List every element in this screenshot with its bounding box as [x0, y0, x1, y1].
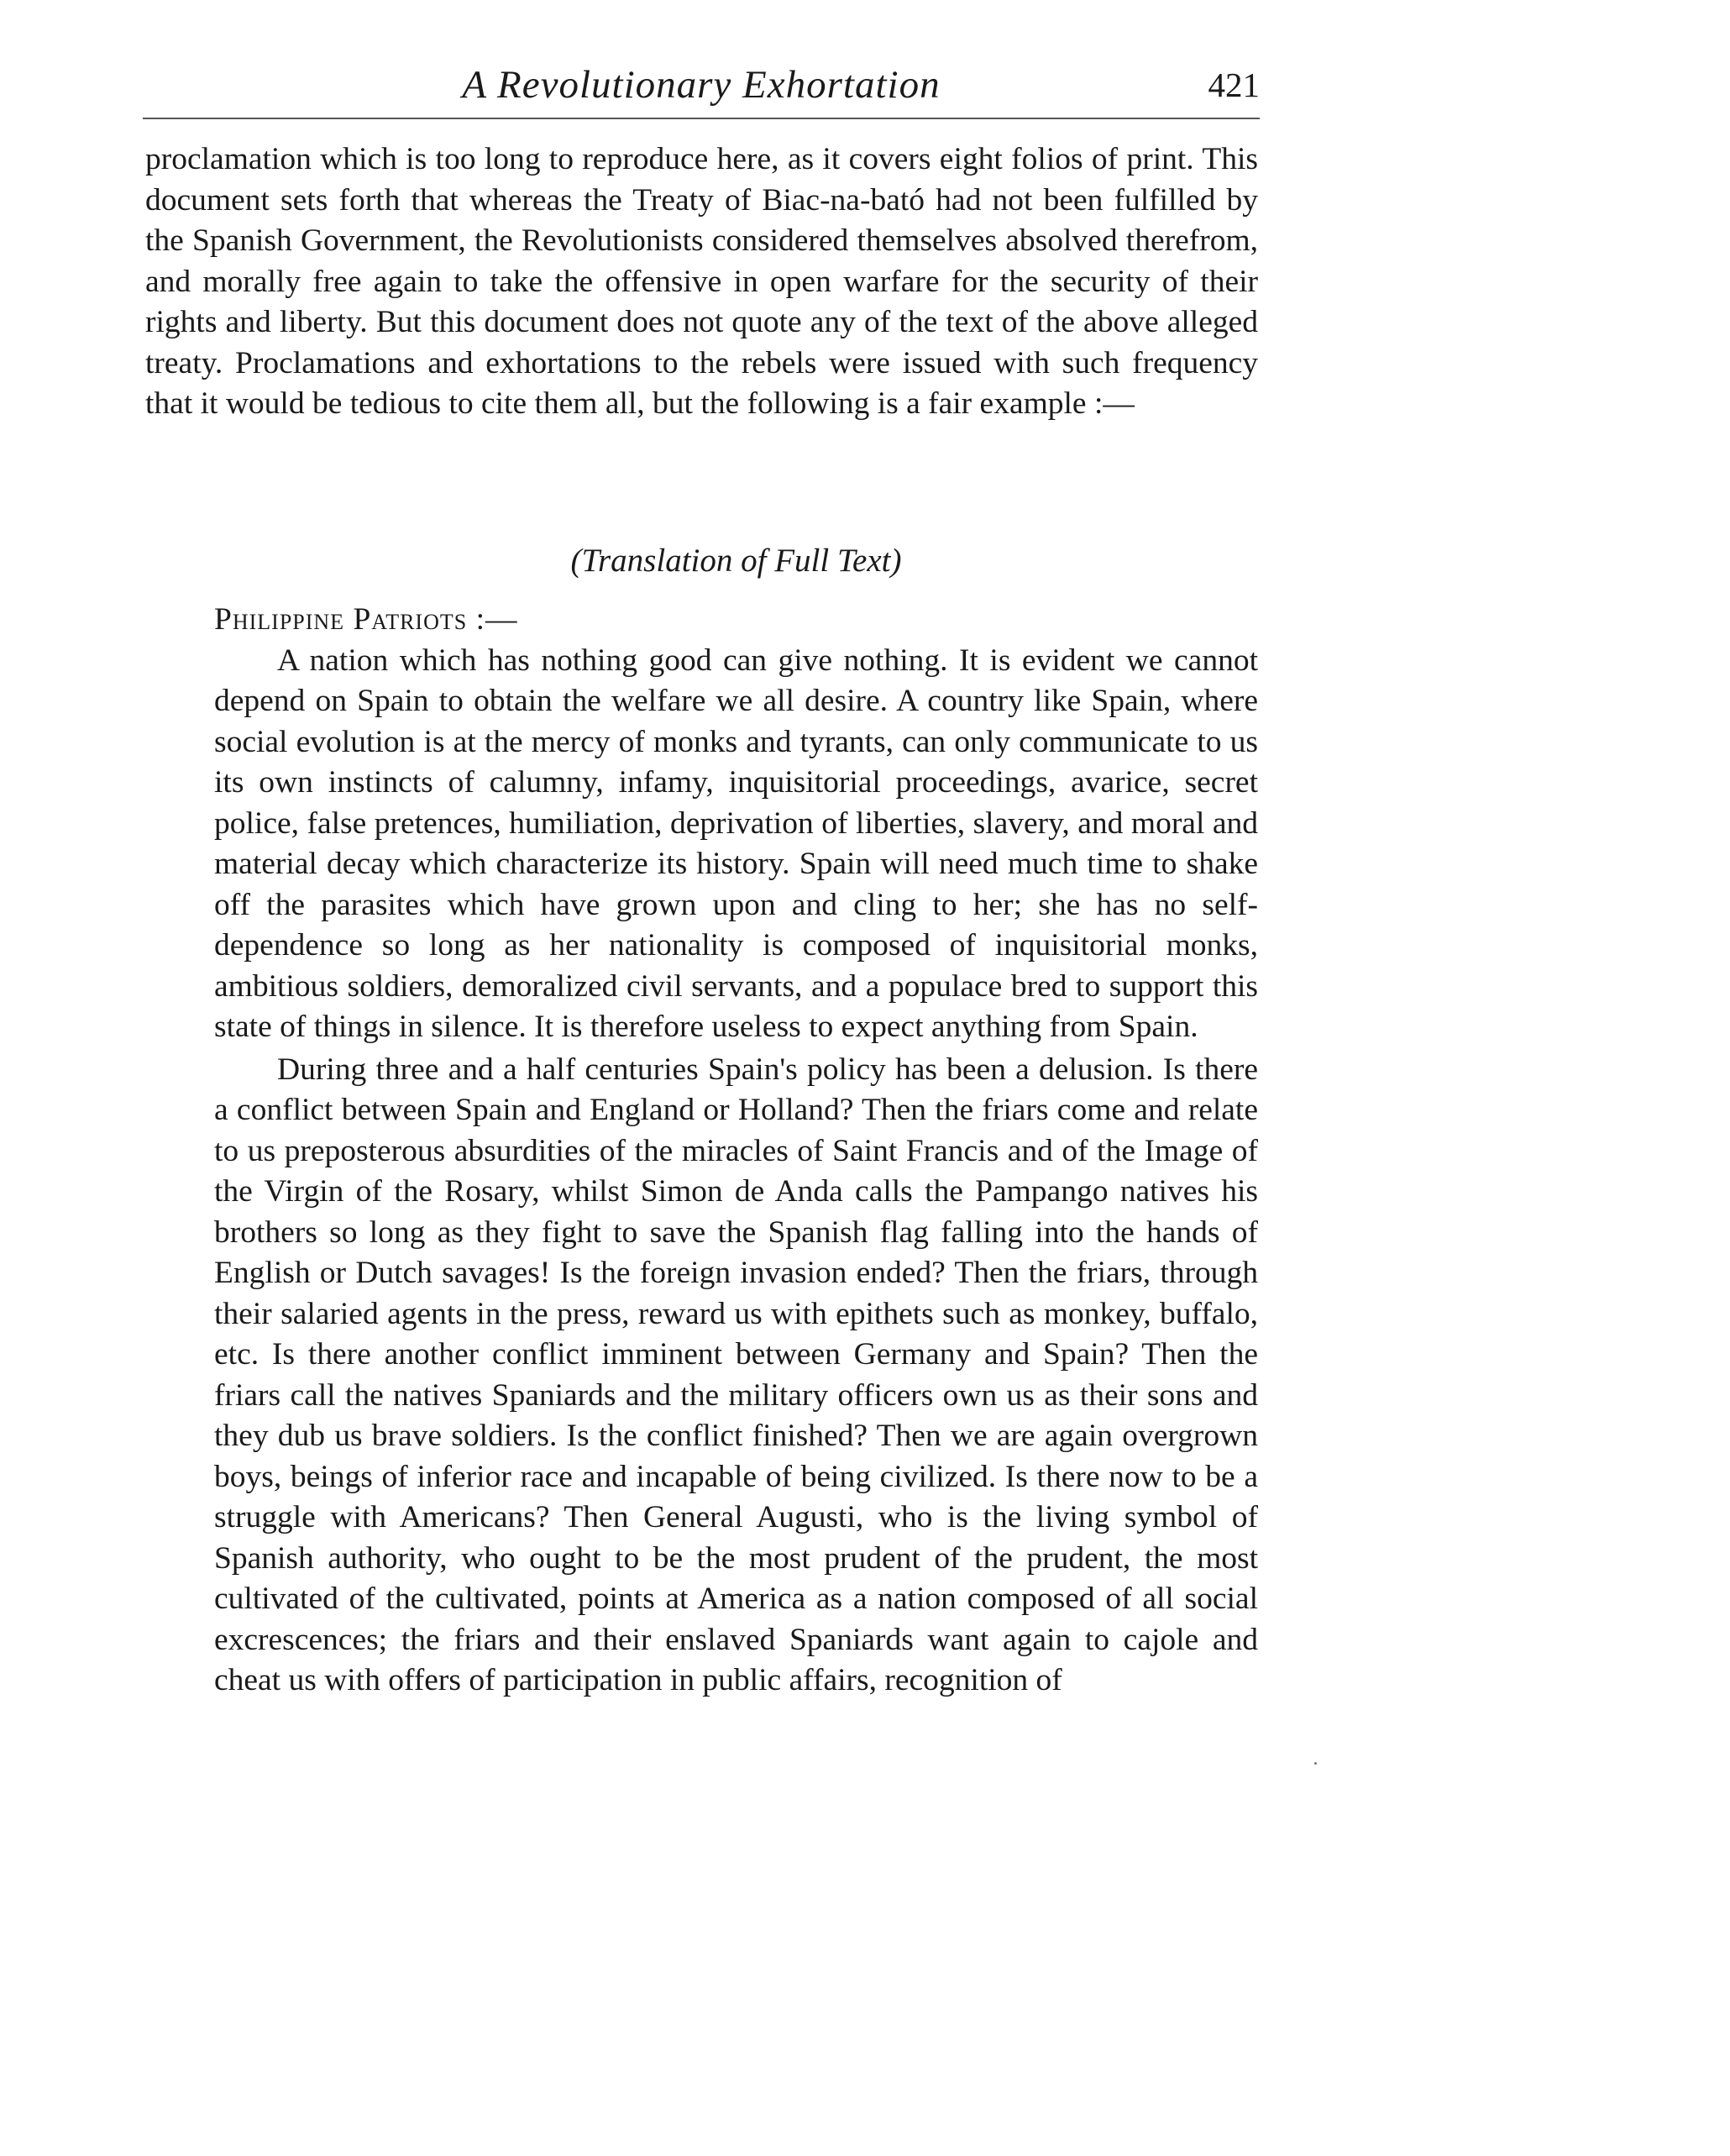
- intro-paragraph: proclamation which is too long to reproduce here, as it covers eight folios of print. This document sets forth that whereas the Treaty of Biac-na-bató had not been fulfilled by the Spanish Government, the Revolutionists considered themselves absolved therefrom, and morally free again to take the offensive in open warfare for the security of their rights and liberty. But this document does not quote any of the text of the above alleged treaty. Proclamations and exhortations to the rebels were issued with such frequency that it would be tedious to cite them all, but the following is a fair example :—: [145, 142, 1258, 421]
- proclamation-paragraph-1: A nation which has nothing good can give nothing. It is evident we cannot depend on Spain to obtain the welfare we all desire. A country like Spain, where social evolution is at the mercy of monks and tyrants, can only communicate to us its own instincts of calumny, infamy, inquisitorial proceedings, avarice, secret police, false pretences, humiliation, deprivation of liberties, slavery, and moral and material decay which characterize its history. Spain will need much time to shake off the parasites which have grown upon and cling to her; she has no self-dependence so long as her nationality is composed of inquisitorial monks, ambitious soldiers, demoralized civil servants, and a populace bred to support this state of things in silence. It is therefore useless to expect anything from Spain.: [214, 643, 1258, 1044]
- intro-text-block: [145, 139, 1258, 425]
- proclamation-paragraph-2: During three and a half centuries Spain's policy has been a delusion. Is there a conflict between Spain and England or Holland? Then the friars come and relate to us preposterous absurdities of the miracles of Saint Francis and of the Image of the Virgin of the Rosary, whilst Simon de Anda calls the Pampango natives his brothers so long as they fight to save the Spanish flag falling into the hands of English or Dutch savages! Is the foreign invasion ended? Then the friars, through their salaried agents in the press, reward us with epithets such as monkey, buffalo, etc. Is there another conflict imminent between Germany and Spain? Then the friars call the natives Spaniards and the military officers own us as their sons and they dub us brave soldiers. Is the conflict finished? Then we are again overgrown boys, beings of inferior race and incapable of being civilized. Is there now to be a struggle with Americans? Then General Augusti, who is the living symbol of Spanish authority, who ought to be the most prudent of the prudent, the most cultivated of the cultivated, points at America as a nation composed of all social excrescences; the friars and their enslaved Spaniards want again to cajole and cheat us with offers of participation in public affairs, recognition of: [214, 1052, 1258, 1697]
- header-rule: [143, 118, 1260, 119]
- proclamation-block: [214, 538, 1258, 1702]
- page-number: 421: [1208, 66, 1260, 104]
- running-title: A Revolutionary Exhortation: [462, 63, 941, 107]
- ink-speck: [1314, 1762, 1317, 1765]
- proclamation-salutation: Philippine Patriots :—: [214, 602, 518, 637]
- page-header: [143, 55, 1260, 114]
- proclamation-heading: (Translation of Full Text): [570, 543, 902, 579]
